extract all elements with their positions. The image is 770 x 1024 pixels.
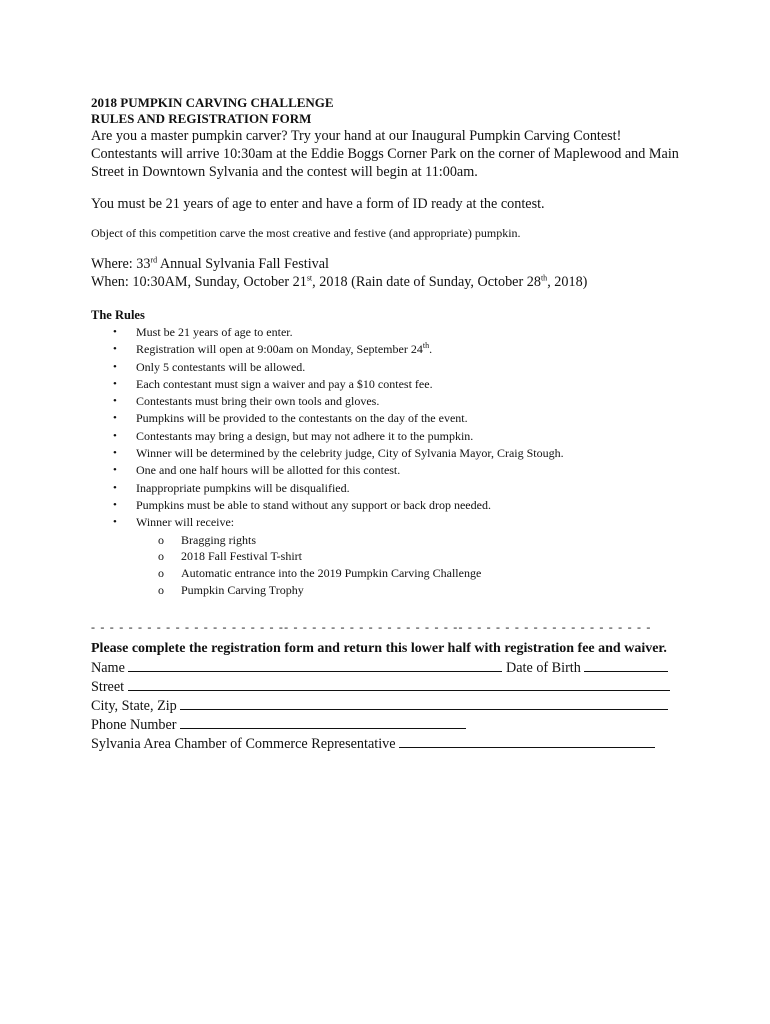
street-label: Street (91, 678, 125, 695)
title-line-1: 2018 PUMPKIN CARVING CHALLENGE (91, 95, 334, 110)
phone-label: Phone Number (91, 716, 177, 733)
circle-bullet-icon: o (158, 532, 164, 547)
age-requirement: You must be 21 years of age to enter and have a form of ID ready at the contest. (91, 196, 545, 212)
list-item: • Only 5 contestants will be allowed. (91, 359, 691, 376)
list-item: • Inappropriate pumpkins will be disqualified. (91, 480, 691, 497)
prize-item: o Bragging rights (158, 532, 256, 547)
bullet-icon: • (113, 395, 117, 408)
bullet-icon: • (113, 360, 117, 373)
circle-bullet-icon: o (158, 582, 164, 597)
rep-label: Sylvania Area Chamber of Commerce Representative (91, 735, 396, 752)
list-item: • Winner will be determined by the celebrity judge, City of Sylvania Mayor, Craig Stough. (91, 445, 691, 462)
list-item: • Must be 21 years of age to enter. (91, 324, 691, 341)
rep-row (91, 734, 691, 753)
intro-paragraph: Are you a master pumpkin carver? Try your hand at our Inaugural Pumpkin Carving Contest! Contestants will arrive 10:30am at the Eddie Boggs Corner Park on the corner of Maplewood and Main Street in Downtown Sylvania and the contest will begin at 11:00am. (91, 128, 679, 180)
event-where: Where: 33rd Annual Sylvania Fall Festival (91, 255, 329, 272)
street-field[interactable] (128, 677, 670, 691)
bullet-icon: • (113, 377, 117, 390)
representative-field[interactable] (399, 734, 655, 748)
city-state-zip-field[interactable] (180, 696, 668, 710)
bullet-icon: • (113, 412, 117, 425)
name-field[interactable] (128, 658, 502, 672)
bullet-icon: • (113, 464, 117, 477)
rules-heading: The Rules (91, 308, 145, 322)
bullet-icon: • (113, 326, 117, 338)
prize-item: o 2018 Fall Festival T-shirt (158, 549, 303, 564)
bullet-icon: • (113, 481, 117, 494)
bullet-icon: • (113, 343, 117, 356)
name-label: Name (91, 659, 125, 676)
bullet-icon: • (113, 498, 117, 511)
name-row (91, 658, 691, 677)
bullet-icon: • (113, 516, 117, 529)
dob-field[interactable] (584, 658, 668, 672)
title-line-2: RULES AND REGISTRATION FORM (91, 111, 312, 126)
bullet-icon: • (113, 429, 117, 442)
list-item: • Each contestant must sign a waiver and pay a $10 contest fee. (91, 376, 691, 393)
list-item: • Contestants may bring a design, but may not adhere it to the pumpkin. (91, 428, 691, 445)
list-item: • Pumpkins must be able to stand without any support or back drop needed. (91, 497, 691, 514)
form-heading: Please complete the registration form and return this lower half with registration fee and waiver. (91, 640, 667, 656)
list-item: • Contestants must bring their own tools and gloves. (91, 393, 691, 410)
document-title (91, 95, 691, 127)
list-item: • Pumpkins will be provided to the contestants on the day of the event. (91, 410, 691, 427)
city-row (91, 696, 691, 715)
list-item: • Registration will open at 9:00am on Monday, September 24th. (91, 341, 691, 358)
document-content (91, 95, 691, 753)
city-label: City, State, Zip (91, 697, 177, 714)
dob-label: Date of Birth (505, 659, 581, 676)
objective-text: Object of this competition carve the most creative and festive (and appropriate) pumpkin. (91, 226, 521, 240)
bullet-icon: • (113, 447, 117, 460)
prize-list (136, 532, 691, 599)
event-details (91, 255, 691, 291)
street-row (91, 677, 691, 696)
cut-line-divider: - - - - - - - - - - - - - - - - - - - - -- - - - - - - - - - - - - - - - - - -- - - - - - - - - - - - - - - - - - - - - (91, 619, 652, 634)
event-when: When: 10:30AM, Sunday, October 21st, 2018 (Rain date of Sunday, October 28th, 2018) (91, 273, 588, 290)
phone-field[interactable] (180, 715, 466, 729)
list-item: • One and one half hours will be allotted for this contest. (91, 462, 691, 479)
circle-bullet-icon: o (158, 566, 164, 581)
prize-item: o Automatic entrance into the 2019 Pumpkin Carving Challenge (158, 566, 482, 581)
phone-row (91, 715, 691, 734)
list-item: • Winner will receive: o Bragging rights o 2018 Fall Festival T-shirt o Automatic entrance into the 2019 Pumpkin Carving Challenge o Pumpkin Carving Trophy (91, 514, 691, 598)
circle-bullet-icon: o (158, 549, 164, 564)
prize-item: o Pumpkin Carving Trophy (158, 582, 304, 597)
rules-list (91, 324, 691, 599)
